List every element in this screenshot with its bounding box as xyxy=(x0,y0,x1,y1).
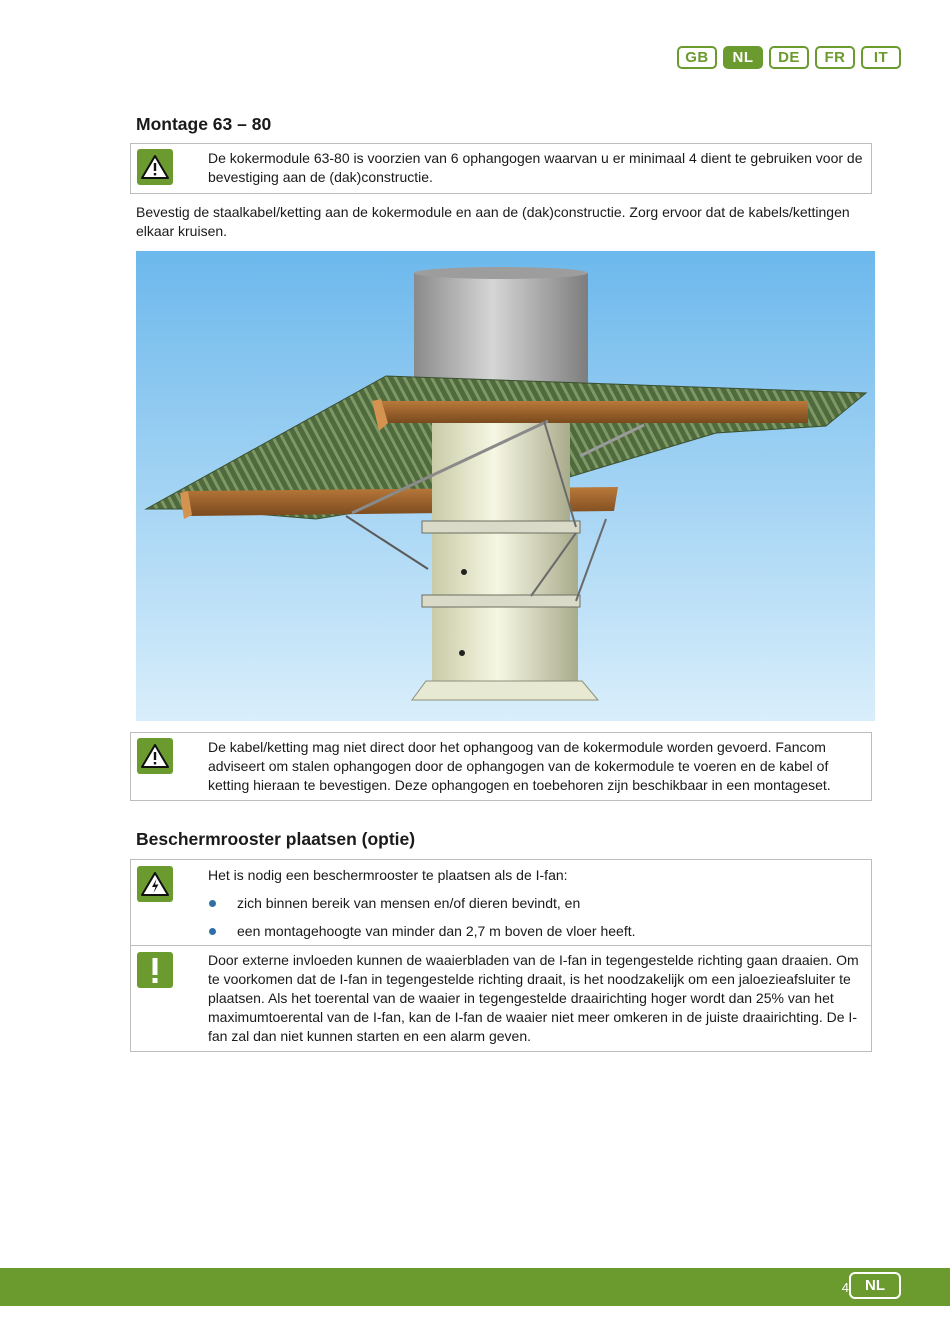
language-it-button[interactable]: IT xyxy=(861,46,901,69)
language-nl-button[interactable]: NL xyxy=(723,46,763,69)
caution-box-reverse-rotation xyxy=(130,945,872,1052)
caution-text: Door externe invloeden kunnen de waaierbladen van de I-fan in tegengestelde richting gaan draaien. Om te voorkomen dat de I-fan in tegengestelde richting draait, is het noodzakelijk om een jaloezieafsluiter te plaatsen. Als het toerental van de waaier in tegengestelde draairichting hoger wordt dan 25% van het maximumtoerental van de I-fan, kan de I-fan de waaier niet meer omkeren in de juiste draairichting. De I-fan zal dan niet kunnen starten en een alarm geven. xyxy=(208,952,859,1044)
language-de-button[interactable]: DE xyxy=(769,46,809,69)
instruction-paragraph: Bevestig de staalkabel/ketting aan de kokermodule en aan de (dak)constructie. Zorg ervoor dat de kabels/kettingen elkaar kruisen. xyxy=(136,204,850,239)
footer-bar xyxy=(0,1268,950,1306)
condition-list xyxy=(208,894,867,941)
electric-warning-intro: Het is nodig een beschermrooster te plaatsen als de I-fan: xyxy=(208,867,568,883)
exclamation-icon xyxy=(137,952,173,988)
electric-warning-box xyxy=(130,859,872,946)
warning-box-suspension-eyes xyxy=(130,143,872,194)
language-gb-button[interactable]: GB xyxy=(677,46,717,69)
list-item: een montagehoogte van minder dan 2,7 m boven de vloer heeft. xyxy=(208,922,867,941)
language-selector xyxy=(677,46,901,69)
warning-text: De kokermodule 63-80 is voorzien van 6 ophangogen waarvan u er minimaal 4 dient te gebruiken voor de bevestiging aan de (dak)constructie. xyxy=(208,150,863,185)
mounting-illustration xyxy=(136,251,875,721)
section-title-protection-grille: Beschermrooster plaatsen (optie) xyxy=(136,829,416,849)
warning-triangle-icon xyxy=(137,149,173,185)
language-fr-button[interactable]: FR xyxy=(815,46,855,69)
list-item: zich binnen bereik van mensen en/of dieren bevindt, en xyxy=(208,894,867,913)
warning-box-cable-advice xyxy=(130,732,872,801)
section-title-montage: Montage 63 – 80 xyxy=(136,114,272,134)
footer-language-badge: NL xyxy=(849,1272,901,1299)
electric-hazard-icon xyxy=(137,866,173,902)
warning-triangle-icon xyxy=(137,738,173,774)
warning-text: De kabel/ketting mag niet direct door het ophangoog van de kokermodule worden gevoerd. Fancom adviseert om stalen ophangogen door de ophangogen van de kokermodule te voeren en de kabel of ketting hieraan te bevestigen. Deze ophangogen en toebehoren zijn beschikbaar in een montageset. xyxy=(208,739,831,793)
page-number: 4 xyxy=(841,1280,849,1295)
